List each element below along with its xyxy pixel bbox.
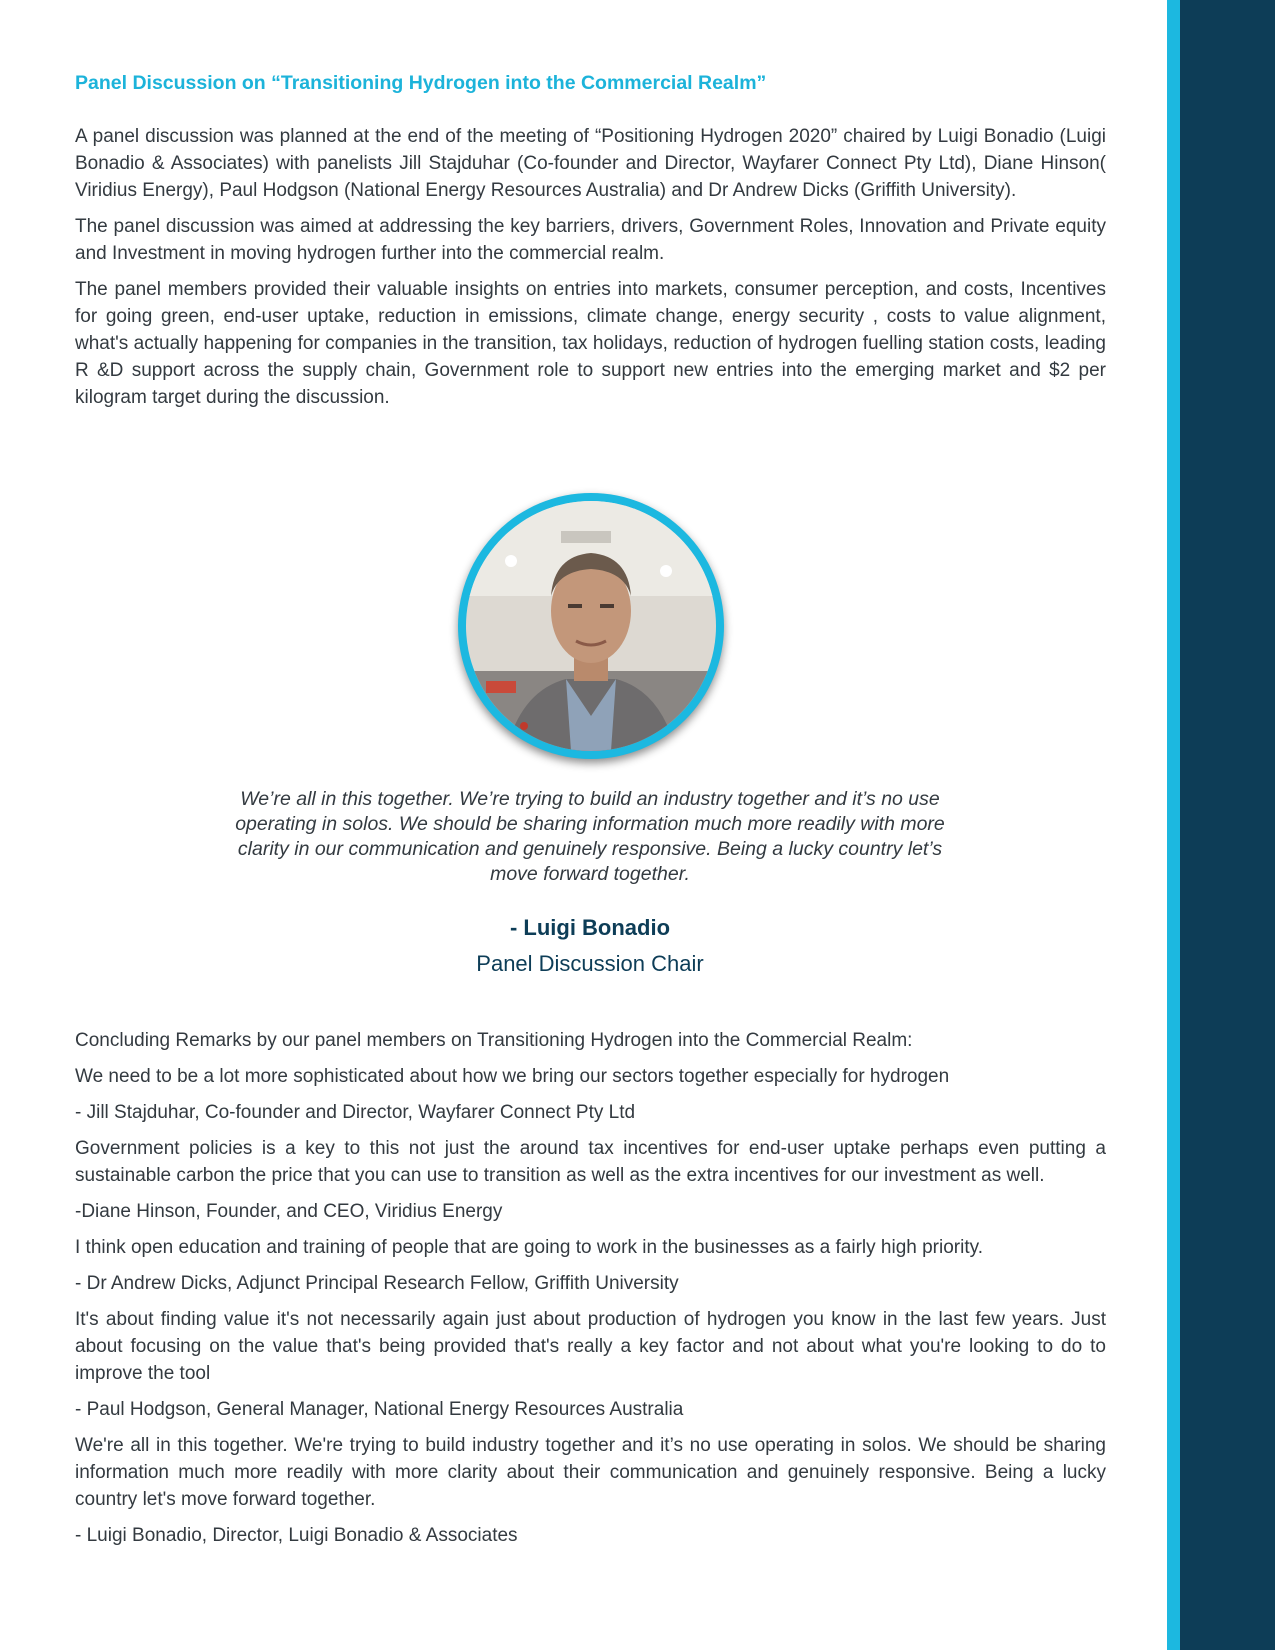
intro-paragraph: The panel discussion was aimed at addressing the key barriers, drivers, Government Roles, Innovation and Private equity and Investment in moving hydrogen further into the commercial realm.: [75, 216, 1106, 264]
intro-section: [75, 70, 1106, 420]
concluding-remarks: [75, 1027, 1106, 1558]
remarks-heading: Concluding Remarks by our panel members on Transitioning Hydrogen into the Commercial Realm:: [75, 1030, 913, 1051]
remark-attribution: - Luigi Bonadio, Director, Luigi Bonadio & Associates: [75, 1525, 518, 1546]
chair-quote: We’re all in this together. We’re trying to build an industry together and it’s no use operating in solos. We should be sharing information much more readily with more clarity in our communication and genuinely responsive. Being a lucky country let’s move forward together.: [235, 788, 945, 885]
sidebar-accent-stripe: [1167, 0, 1180, 1650]
page-title: Panel Discussion on “Transitioning Hydrogen into the Commercial Realm”: [75, 72, 767, 94]
remark-text: We're all in this together. We're trying to build industry together and it’s no use operating in solos. We should be sharing information much more readily with more clarity about their communication and genuinely responsive. Being a lucky country let's move forward together.: [75, 1435, 1106, 1510]
quote-author-role: Panel Discussion Chair: [476, 951, 704, 976]
sidebar-band: [1180, 0, 1275, 1650]
chair-portrait-photo: [466, 501, 716, 751]
intro-paragraph: A panel discussion was planned at the end of the meeting of “Positioning Hydrogen 2020” chaired by Luigi Bonadio (Luigi Bonadio & Associates) with panelists Jill Stajduhar (Co-founder and Director, Wayfarer Connect Pty Ltd), Diane Hinson( Viridius Energy), Paul Hodgson (National Energy Resources Australia) and Dr Andrew Dicks (Griffith University).: [75, 126, 1106, 201]
chair-portrait-frame: [458, 493, 724, 759]
remark-attribution: -Diane Hinson, Founder, and CEO, Viridius Energy: [75, 1201, 503, 1222]
quote-author-name: - Luigi Bonadio: [509, 915, 671, 940]
remark-attribution: - Dr Andrew Dicks, Adjunct Principal Research Fellow, Griffith University: [75, 1273, 679, 1294]
remark-attribution: - Jill Stajduhar, Co-founder and Director, Wayfarer Connect Pty Ltd: [75, 1102, 636, 1123]
intro-paragraph: The panel members provided their valuable insights on entries into markets, consumer perception, and costs, Incentives for going green, end-user uptake, reduction in emissions, climate change, energy security , costs to value alignment, what's actually happening for companies in the transition, tax holidays, reduction of hydrogen fuelling station costs, leading R &D support across the supply chain, Government role to support new entries into the emerging market and $2 per kilogram target during the discussion.: [75, 279, 1106, 408]
remark-attribution: - Paul Hodgson, General Manager, National Energy Resources Australia: [75, 1399, 684, 1420]
remark-text: I think open education and training of people that are going to work in the businesses as a fairly high priority.: [75, 1237, 983, 1258]
remark-text: Government policies is a key to this not just the around tax incentives for end-user uptake perhaps even putting a sustainable carbon the price that you can use to transition as well as the extra incentives for our investment as well.: [75, 1138, 1106, 1186]
remark-text: We need to be a lot more sophisticated about how we bring our sectors together especially for hydrogen: [75, 1066, 950, 1087]
remark-text: It's about finding value it's not necessarily again just about production of hydrogen you know in the last few years. Just about focusing on the value that's being provided that's really a key factor and not about what you're looking to do to improve the tool: [75, 1309, 1106, 1384]
